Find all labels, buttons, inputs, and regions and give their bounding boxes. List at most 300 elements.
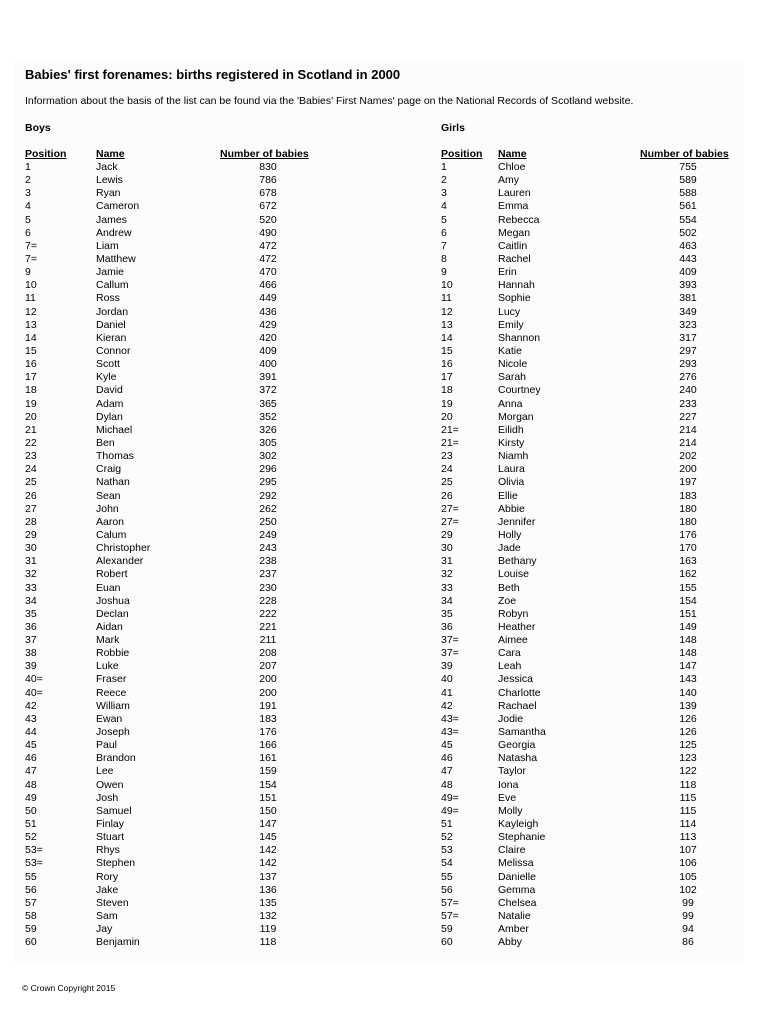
position-cell: 52 [441,831,453,844]
table-row [441,857,741,870]
table-row [441,398,741,411]
number-cell: 99 [682,910,694,923]
position-cell: 27= [441,502,459,515]
name-cell: Amber [498,923,529,936]
position-cell: 16 [25,358,37,371]
number-cell: 227 [679,410,697,423]
number-cell: 238 [259,555,277,568]
name-cell: Kayleigh [498,818,539,831]
number-cell: 317 [679,331,697,344]
number-cell: 132 [259,910,277,923]
number-cell: 472 [259,252,277,265]
name-cell: Rachel [498,252,531,265]
table-row [441,437,741,450]
table-row [441,713,741,726]
name-cell: Joshua [96,594,130,607]
name-cell: Ben [96,436,115,449]
girls-table-header [441,148,741,161]
number-cell: 520 [259,213,277,226]
number-cell: 409 [679,266,697,279]
table-row [441,595,741,608]
position-cell: 36 [25,620,37,633]
name-cell: Anna [498,397,523,410]
position-cell: 8 [441,252,447,265]
position-cell: 18 [441,384,453,397]
table-row [25,726,325,739]
position-cell: 50 [25,804,37,817]
name-cell: Jennifer [498,515,536,528]
position-cell: 13 [25,318,37,331]
position-cell: 49= [441,804,459,817]
table-row [441,687,741,700]
number-cell: 240 [679,384,697,397]
number-cell: 443 [679,252,697,265]
name-cell: Aidan [96,620,123,633]
name-cell: Louise [498,568,529,581]
position-cell: 43= [441,726,459,739]
table-row [441,779,741,792]
position-cell: 20 [441,410,453,423]
name-cell: Iona [498,778,519,791]
number-cell: 295 [259,476,277,489]
position-cell: 37= [441,647,459,660]
number-cell: 149 [679,620,697,633]
position-cell: 45 [25,739,37,752]
table-row [25,411,325,424]
table-row [25,897,325,910]
name-cell: Benjamin [96,936,140,949]
table-row [25,582,325,595]
table-row [441,555,741,568]
name-cell: Jordan [96,305,129,318]
position-cell: 26 [25,489,37,502]
position-cell: 13 [441,318,453,331]
table-row [25,450,325,463]
position-cell: 38 [25,647,37,660]
name-cell: Brandon [96,752,136,765]
boys-table [25,148,325,949]
table-row [25,568,325,581]
number-cell: 292 [259,489,277,502]
position-cell: 46 [25,752,37,765]
name-cell: Sophie [498,292,531,305]
table-row [441,831,741,844]
number-cell: 118 [259,936,277,949]
name-cell: Zoe [498,594,517,607]
boys-label: Boys [25,122,51,134]
number-cell: 191 [259,699,277,712]
table-row [441,542,741,555]
number-cell: 154 [259,778,277,791]
name-cell: Melissa [498,857,534,870]
table-row [25,319,325,332]
position-cell: 11 [441,292,452,305]
position-cell: 21= [441,436,459,449]
table-row [441,884,741,897]
name-header: Name [498,148,527,160]
table-row [25,831,325,844]
number-cell: 672 [259,200,277,213]
table-row [441,450,741,463]
position-cell: 47 [441,765,453,778]
position-cell: 56 [25,883,37,896]
name-cell: Gemma [498,883,536,896]
position-cell: 43 [25,712,37,725]
table-row [25,660,325,673]
number-cell: 105 [679,870,697,883]
number-cell: 115 [679,804,697,817]
name-cell: Niamh [498,450,529,463]
table-row [441,476,741,489]
table-row [441,253,741,266]
name-cell: Cameron [96,200,140,213]
position-cell: 23 [441,450,453,463]
number-cell: 276 [679,371,697,384]
position-cell: 21= [441,423,459,436]
position-cell: 1 [441,161,447,173]
number-cell: 323 [679,318,697,331]
number-cell: 393 [679,279,697,292]
table-row [25,529,325,542]
position-cell: 55 [25,870,37,883]
name-cell: Christopher [96,542,151,555]
number-cell: 305 [259,436,277,449]
position-cell: 9 [441,266,447,279]
position-cell: 39 [25,660,37,673]
position-cell: 7 [441,239,447,252]
number-cell: 326 [259,423,277,436]
name-cell: Rachael [498,699,537,712]
number-cell: 449 [259,292,277,305]
name-cell: Mark [96,634,120,647]
table-row [25,463,325,476]
table-row [25,187,325,200]
name-cell: Ellie [498,489,518,502]
number-cell: 678 [259,187,277,200]
name-cell: Calum [96,528,127,541]
table-row [25,424,325,437]
table-row [25,857,325,870]
position-cell: 4 [25,200,31,213]
table-row [441,516,741,529]
table-row [441,187,741,200]
position-cell: 60 [25,936,37,949]
table-row [441,463,741,476]
number-cell: 122 [679,765,697,778]
name-cell: Samuel [96,804,132,817]
table-row [441,608,741,621]
number-cell: 114 [679,818,697,831]
table-row [441,411,741,424]
name-cell: Nicole [498,358,528,371]
table-row [25,161,325,174]
position-cell: 18 [25,384,37,397]
number-cell: 228 [259,594,277,607]
girls-rows [441,161,741,949]
name-cell: Emma [498,200,529,213]
number-cell: 183 [679,489,697,502]
number-cell: 142 [259,844,277,857]
number-cell: 148 [679,634,697,647]
number-cell: 372 [259,384,277,397]
name-cell: Alexander [96,555,144,568]
name-cell: Leah [498,660,522,673]
name-cell: Matthew [96,252,136,265]
number-cell: 147 [259,818,277,831]
number-cell: 143 [679,673,697,686]
name-cell: Ewan [96,712,123,725]
name-cell: Fraser [96,673,127,686]
number-cell: 211 [259,634,277,647]
name-cell: Lewis [96,174,123,187]
number-cell: 293 [679,358,697,371]
number-cell: 107 [679,844,697,857]
name-cell: Sam [96,910,118,923]
table-row [441,923,741,936]
position-header: Position [25,148,67,160]
number-cell: 262 [259,502,277,515]
number-cell: 106 [679,857,697,870]
table-row [441,529,741,542]
name-cell: Samantha [498,726,546,739]
number-cell: 150 [259,804,277,817]
number-cell: 214 [679,423,697,436]
number-cell: 176 [259,726,277,739]
name-cell: Heather [498,620,536,633]
name-cell: Jade [498,542,521,555]
table-row [25,306,325,319]
table-row [441,358,741,371]
position-cell: 11 [25,292,36,305]
table-row [25,713,325,726]
table-row [25,818,325,831]
name-cell: Stephanie [498,831,546,844]
name-cell: Emily [498,318,524,331]
name-cell: Morgan [498,410,534,423]
position-cell: 28 [25,515,37,528]
position-cell: 19 [441,397,453,410]
table-row [25,490,325,503]
name-cell: Nathan [96,476,130,489]
name-cell: Ross [96,292,120,305]
name-cell: Callum [96,279,129,292]
position-cell: 46 [441,752,453,765]
table-row [25,595,325,608]
table-row [25,752,325,765]
position-cell: 33 [25,581,37,594]
table-row [441,292,741,305]
name-cell: Dylan [96,410,123,423]
table-row [441,371,741,384]
table-row [25,214,325,227]
name-cell: Jessica [498,673,534,686]
name-cell: Charlotte [498,686,541,699]
table-row [25,765,325,778]
position-cell: 14 [441,331,453,344]
name-cell: Eve [498,791,517,804]
position-cell: 25 [25,476,37,489]
position-cell: 6 [441,226,447,239]
number-cell: 208 [259,647,277,660]
number-cell: 126 [679,712,697,725]
number-cell: 155 [679,581,697,594]
number-cell: 436 [259,305,277,318]
table-row [25,923,325,936]
table-row [441,621,741,634]
name-cell: Chloe [498,161,526,173]
position-cell: 53= [25,857,43,870]
position-cell: 15 [25,344,37,357]
position-cell: 39 [441,660,453,673]
number-cell: 115 [679,791,697,804]
table-row [441,266,741,279]
number-cell: 588 [679,187,697,200]
name-cell: Andrew [96,226,132,239]
table-row [441,818,741,831]
position-cell: 35 [25,607,37,620]
number-cell: 200 [679,463,697,476]
position-cell: 36 [441,620,453,633]
position-cell: 33 [441,581,453,594]
table-row [441,660,741,673]
name-cell: Abby [498,936,522,949]
name-cell: Finlay [96,818,125,831]
table-row [441,227,741,240]
name-cell: Natasha [498,752,538,765]
table-row [25,174,325,187]
table-row [25,805,325,818]
name-cell: Declan [96,607,129,620]
number-cell: 99 [682,896,694,909]
name-cell: Stuart [96,831,125,844]
position-cell: 60 [441,936,453,949]
number-cell: 365 [259,397,277,410]
position-cell: 30 [25,542,37,555]
position-cell: 20 [25,410,37,423]
number-cell: 243 [259,542,277,555]
number-cell: 470 [259,266,277,279]
name-cell: Caitlin [498,239,528,252]
table-row [441,739,741,752]
number-cell: 200 [259,673,277,686]
position-cell: 10 [25,279,37,292]
position-cell: 29 [25,528,37,541]
number-cell: 221 [259,620,277,633]
name-cell: Lee [96,765,114,778]
name-cell: Josh [96,791,119,804]
name-cell: Claire [498,844,526,857]
name-cell: Euan [96,581,121,594]
name-cell: David [96,384,123,397]
number-cell: 352 [259,410,277,423]
name-cell: Daniel [96,318,126,331]
name-cell: Laura [498,463,525,476]
name-cell: Robert [96,568,128,581]
number-header: Number of babies [220,148,309,160]
name-cell: Owen [96,778,124,791]
position-cell: 17 [441,371,453,384]
name-cell: Jay [96,923,113,936]
table-row [441,279,741,292]
number-cell: 222 [259,607,277,620]
table-row [25,621,325,634]
name-cell: Chelsea [498,896,537,909]
position-cell: 17 [25,371,37,384]
number-cell: 159 [259,765,277,778]
name-cell: Cara [498,647,521,660]
position-cell: 42 [441,699,453,712]
position-header: Position [441,148,483,160]
number-cell: 176 [679,528,697,541]
number-cell: 125 [679,739,697,752]
number-cell: 755 [679,161,697,173]
position-cell: 43= [441,712,459,725]
table-row [441,240,741,253]
name-cell: Joseph [96,726,130,739]
position-cell: 10 [441,279,453,292]
name-cell: Lauren [498,187,531,200]
position-cell: 14 [25,331,37,344]
table-row [25,555,325,568]
table-row [441,161,741,174]
number-cell: 161 [259,752,277,765]
position-cell: 37= [441,634,459,647]
number-cell: 786 [259,174,277,187]
name-cell: Rory [96,870,119,883]
table-row [441,700,741,713]
name-cell: Reece [96,686,127,699]
number-cell: 202 [679,450,697,463]
position-cell: 23 [25,450,37,463]
table-row [25,884,325,897]
number-cell: 561 [679,200,697,213]
position-cell: 32 [25,568,37,581]
table-row [25,700,325,713]
number-cell: 296 [259,463,277,476]
position-cell: 48 [25,778,37,791]
number-cell: 250 [259,515,277,528]
number-cell: 233 [679,397,697,410]
table-row [441,174,741,187]
position-cell: 49 [25,791,37,804]
name-cell: Kyle [96,371,117,384]
table-row [441,805,741,818]
position-cell: 26 [441,489,453,502]
table-row [25,240,325,253]
table-row [441,582,741,595]
position-cell: 51 [441,818,453,831]
table-row [441,752,741,765]
number-cell: 554 [679,213,697,226]
number-cell: 139 [679,699,697,712]
table-row [441,490,741,503]
table-row [441,200,741,213]
table-row [441,424,741,437]
name-cell: Kirsty [498,436,525,449]
name-cell: Amy [498,174,519,187]
name-cell: Hannah [498,279,535,292]
table-row [25,332,325,345]
position-cell: 31 [441,555,453,568]
position-cell: 27= [441,515,459,528]
name-cell: Connor [96,344,131,357]
number-cell: 148 [679,647,697,660]
position-cell: 25 [441,476,453,489]
name-cell: Megan [498,226,531,239]
table-row [25,292,325,305]
name-cell: Scott [96,358,120,371]
boys-table-header [25,148,325,161]
